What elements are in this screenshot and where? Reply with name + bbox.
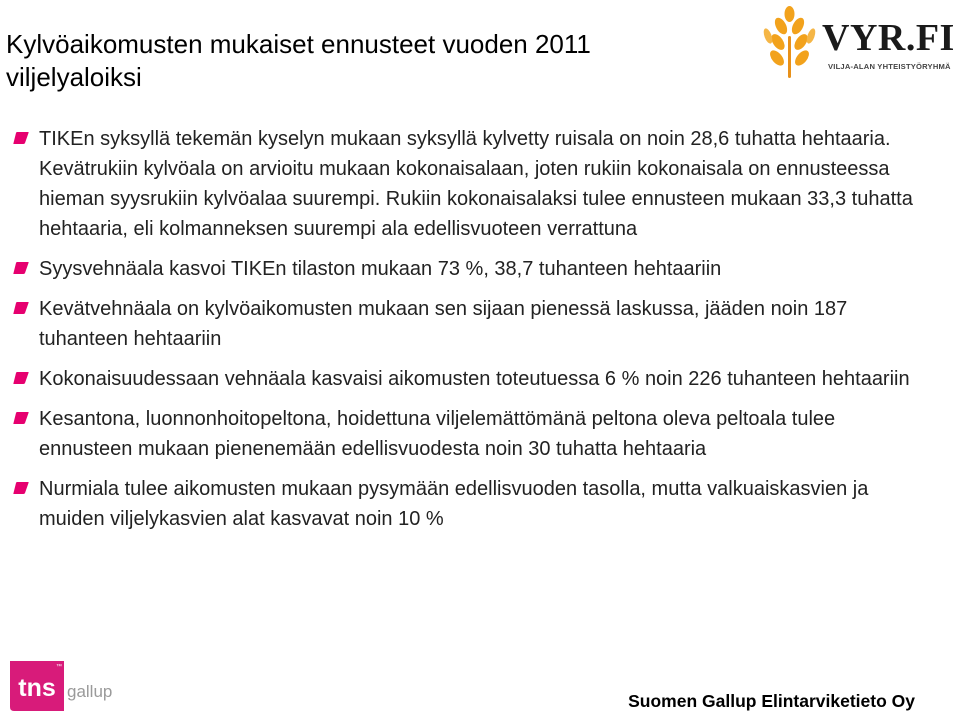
tns-brand: tns <box>18 674 56 702</box>
slide-title-line-1: Kylvöaikomusten mukaiset ennusteet vuoden 2011 <box>6 29 591 59</box>
list-item <box>0 124 930 244</box>
bullet-marker-icon <box>13 261 29 275</box>
bullet-text: Kesantona, luonnonhoitopeltona, hoidettuna viljelemättömänä peltona oleva peltoala tulee ennusteen mukaan pienenemään edellisvuodesta noin 30 tuhatta hehtaaria <box>39 408 836 460</box>
bullet-text: Nurmiala tulee aikomusten mukaan pysymään edellisvuoden tasolla, mutta valkuaiskasvien ja muiden viljelykasvien alat kasvavat noin 10 % <box>39 478 869 530</box>
bullet-text: Kevätvehnäala on kylvöaikomusten mukaan sen sijaan pienessä laskussa, jääden noin 187 tuhanteen hehtaariin <box>39 298 848 350</box>
list-item <box>0 474 930 534</box>
list-item <box>0 294 930 354</box>
wheat-icon <box>762 6 820 80</box>
bullet-text: TIKEn syksyllä tekemän kyselyn mukaan syksyllä kylvetty ruisala on noin 28,6 tuhatta hehtaaria. Kevätrukiin kylvöala on arvioitu mukaan kokonaisalaan, joten rukiin kokonaisala on ennusteessa hieman syysrukiin kylvöalaa suurempi. Rukiin kokonaisalaksi tulee ennusteen mukaan 33,3 tuhatta hehtaaria, eli kolmanneksen suurempi ala edellisvuoteen verrattuna <box>39 128 913 240</box>
list-item <box>0 254 930 284</box>
slide-title <box>6 28 726 94</box>
tns-gallup-logo <box>10 659 120 713</box>
footer-company-name: Suomen Gallup Elintarviketieto Oy <box>628 691 915 711</box>
vyr-logo <box>762 6 955 80</box>
slide-title-line-2: viljelyaloiksi <box>6 62 142 92</box>
list-item <box>0 364 930 394</box>
tns-trademark: ™ <box>56 664 62 670</box>
list-item <box>0 404 930 464</box>
bullet-marker-icon <box>13 411 29 425</box>
bullet-text: Kokonaisuudessaan vehnäala kasvaisi aikomusten toteutuessa 6 % noin 226 tuhanteen hehtaariin <box>39 368 910 390</box>
bullet-text: Syysvehnäala kasvoi TIKEn tilaston mukaan 73 %, 38,7 tuhanteen hehtaariin <box>39 258 722 280</box>
bullet-marker-icon <box>13 131 29 145</box>
gallup-label: gallup <box>67 682 113 701</box>
vyr-tagline: VILJA-ALAN YHTEISTYÖRYHMÄ <box>828 62 951 71</box>
vyr-wordmark: VYR.FI <box>822 17 955 59</box>
bullet-marker-icon <box>13 481 29 495</box>
bullet-list <box>0 124 930 534</box>
bullet-marker-icon <box>13 371 29 385</box>
bullet-marker-icon <box>13 301 29 315</box>
